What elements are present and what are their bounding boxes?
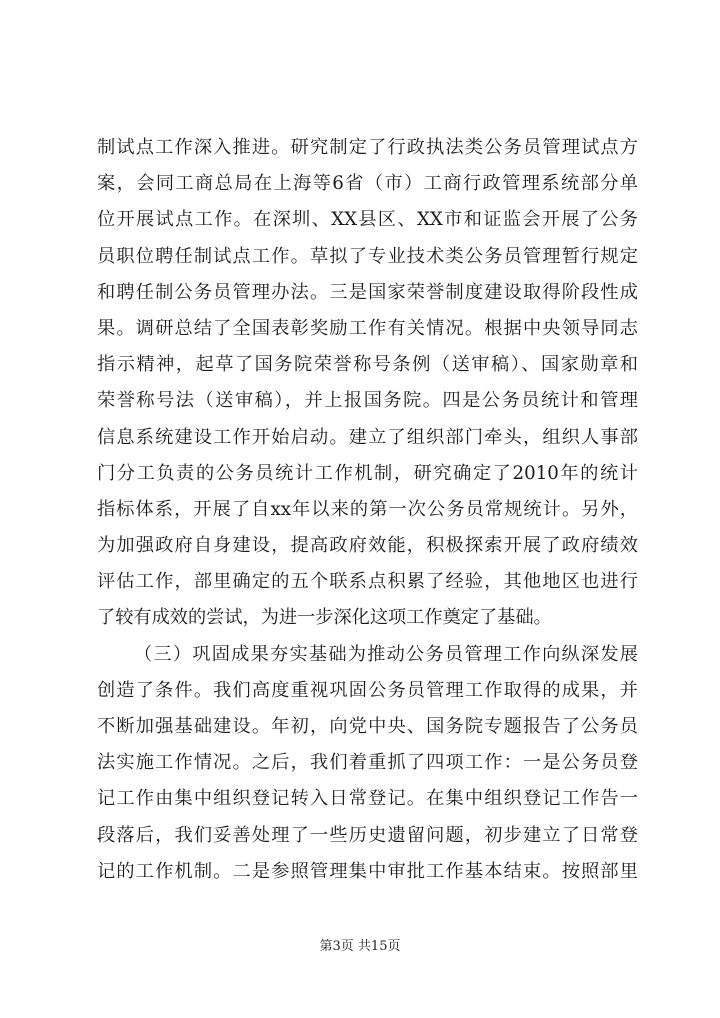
paragraph-line: 段落后，我们妥善处理了一些历史遗留问题，初步建立了日常登: [97, 824, 638, 846]
paragraph-line: 不断加强基础建设。年初，向党中央、国务院专题报告了公务员: [97, 716, 638, 737]
paragraph-line: 评估工作，部里确定的五个联系点积累了经验，其他地区也进行: [97, 571, 638, 593]
paragraph-line: 和聘任制公务员管理办法。三是国家荣誉制度建设取得阶段性成: [97, 281, 638, 303]
paragraph-line: 制试点工作深入推进。研究制定了行政执法类公务员管理试点方: [97, 137, 638, 158]
paragraph-line: 法实施工作情况。之后，我们着重抓了四项工作：一是公务员登: [97, 752, 638, 774]
paragraph-line: 员职位聘任制试点工作。草拟了专业技术类公务员管理暂行规定: [97, 245, 638, 267]
paragraph-line: 案，会同工商总局在上海等6省（市）工商行政管理系统部分单: [97, 173, 638, 195]
paragraph-line: 门分工负责的公务员统计工作机制，研究确定了2010年的统计: [97, 462, 638, 484]
paragraph-line: 信息系统建设工作开始启动。建立了组织部门牵头，组织人事部: [97, 426, 638, 448]
paragraph-line: 位开展试点工作。在深圳、XX县区、XX市和证监会开展了公务: [97, 209, 638, 231]
page-number-footer: 第3页 共15页: [319, 939, 401, 954]
section-heading-line: （三）巩固成果夯实基础为推动公务员管理工作向纵深发展: [134, 643, 638, 665]
paragraph-line: 创造了条件。我们高度重视巩固公务员管理工作取得的成果，并: [97, 679, 638, 701]
paragraph-line: 荣誉称号法（送审稿），并上报国务院。四是公务员统计和管理: [97, 390, 638, 412]
paragraph-line: 记工作由集中组织登记转入日常登记。在集中组织登记工作告一: [97, 788, 638, 810]
paragraph-line: 指标体系，开展了自xx年以来的第一次公务员常规统计。另外，: [97, 498, 638, 520]
paragraph-line: 为加强政府自身建设，提高政府效能，积极探索开展了政府绩效: [97, 535, 638, 557]
document-body: [97, 130, 638, 890]
paragraph-line: 果。调研总结了全国表彰奖励工作有关情况。根据中央领导同志: [97, 317, 638, 339]
paragraph-line: 了较有成效的尝试，为进一步深化这项工作奠定了基础。: [97, 607, 552, 629]
paragraph-line: 记的工作机制。二是参照管理集中审批工作基本结束。按照部里: [97, 860, 638, 882]
paragraph-line: 指示精神，起草了国务院荣誉称号条例（送审稿）、国家勋章和: [97, 354, 638, 376]
